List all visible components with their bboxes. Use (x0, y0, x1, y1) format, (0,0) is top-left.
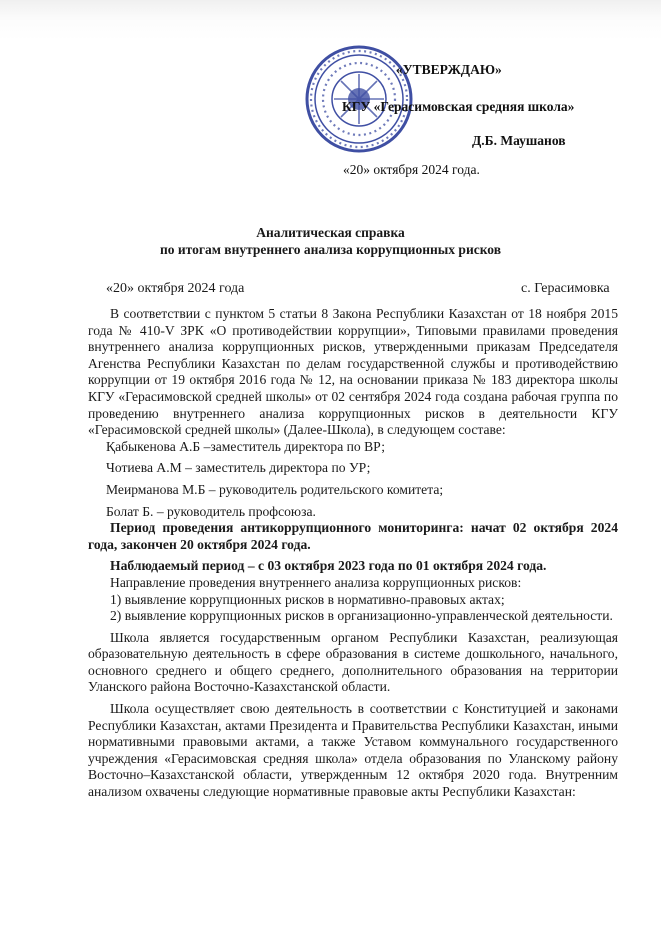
document-body (88, 306, 618, 801)
school-paragraph: Школа является государственным органом Республики Казахстан, реализующая образовательную деятельность в сфере образования в системе дошкольного, начального, основного среднего и общего среднего, дополнительного образования на территории Уланского района Восточно-Казахстанской области. (88, 629, 618, 695)
document-subtitle: по итогам внутреннего анализа коррупционных рисков (159, 242, 502, 257)
observed-period: Наблюдаемый период – с 03 октября 2023 года по 01 октября 2024 года. (110, 558, 547, 574)
member-item: Қабыкенова А.Б –заместитель директора по ВР; (106, 438, 386, 454)
member-item: Болат Б. – руководитель профсоюза. (106, 503, 316, 519)
document-title: Аналитическая справка (256, 225, 405, 240)
approval-organization: КГУ «Герасимовская средняя школа» (342, 99, 575, 114)
approval-heading: «УТВЕРЖДАЮ» (396, 62, 502, 77)
monitoring-period: Период проведения антикоррупционного мониторинга: начат 02 октября 2024 года, закончен 20 октября 2024 года. (88, 520, 618, 552)
document-place: с. Герасимовка (521, 281, 610, 296)
document-date: «20» октября 2024 года (106, 281, 245, 296)
activity-paragraph: Школа осуществляет свою деятельность в соответствии с Конституцией и законами Республики Казахстан, актами Президента и Правительства Республики Казахстан, иными нормативными правовыми актами, а также Уставом коммунального государственного учреждения «Герасимовская средняя школа» отдела образования по Уланскому району Восточно–Казахстанской области, утвержденным 12 октября 2020 года. Внутренним анализом охвачены следующие нормативные правовые акты Республики Казахстан: (88, 701, 618, 800)
member-item: Чотиева А.М – заместитель директора по УР; (106, 460, 371, 476)
approval-date: «20» октября 2024 года. (343, 162, 480, 177)
direction-heading: Направление проведения внутреннего анализа коррупционных рисков: (110, 574, 522, 590)
intro-paragraph: В соответствии с пунктом 5 статьи 8 Закона Республики Казахстан от 18 ноября 2015 года № 410-V ЗРК «О противодействии коррупции», Типовыми правилами проведения внутреннего анализа коррупционных рисков, утвержденными приказам Председателя Агенства Республики Казахстан по делам государственной службы и противодействию коррупции от 19 октября 2016 года № 12, на основании приказа № 183 директора школы КГУ «Герасимовской средней школы» от 02 сентября 2024 года создана рабочая группа по проведению внутреннего анализа коррупционных рисков в деятельности КГУ «Герасимовской средней школы» (Далее-Школа), в следующем составе: (88, 306, 618, 438)
approval-signer: Д.Б. Маушанов (472, 133, 566, 148)
member-item: Меирманова М.Б – руководитель родительского комитета; (106, 481, 444, 497)
direction-item: 2) выявление коррупционных рисков в организационно-управленческой деятельности. (110, 608, 613, 624)
direction-item: 1) выявление коррупционных рисков в нормативно-правовых актах; (110, 591, 505, 607)
